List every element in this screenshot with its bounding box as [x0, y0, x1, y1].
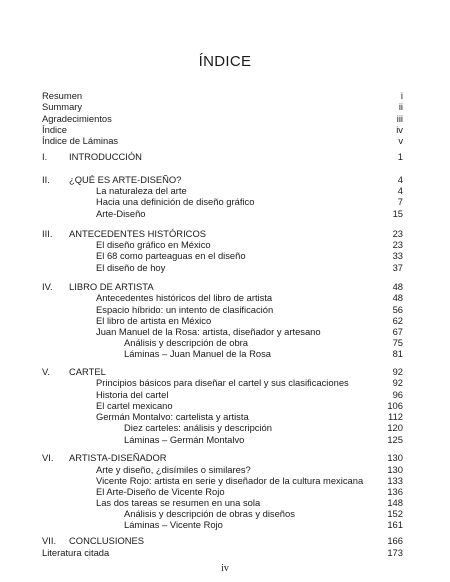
toc-entry-label: Historia del cartel	[96, 389, 169, 400]
toc-page-number: 148	[387, 497, 403, 508]
toc-page-number: 120	[387, 422, 403, 433]
toc-page-number: 112	[388, 411, 403, 422]
toc-entry-label: Índice de Láminas	[42, 135, 119, 146]
toc-entry-label: Principios básicos para diseñar el cartel y sus clasificaciones	[96, 377, 349, 388]
toc-page-number: 62	[392, 315, 403, 326]
toc-entry	[0, 535, 403, 547]
toc-entry	[0, 377, 403, 389]
toc-page-number: 33	[392, 250, 403, 261]
toc-entry-label: La naturaleza del arte	[96, 185, 187, 196]
toc-page-number: 4	[397, 185, 403, 196]
toc-page-number: 23	[392, 239, 403, 250]
toc-section-number: VI.	[42, 452, 54, 463]
toc-entry-label: Láminas – Juan Manuel de la Rosa	[124, 348, 271, 359]
toc-entry-label: Summary	[42, 101, 83, 112]
toc-entry-label: Láminas – Germán Montalvo	[124, 434, 245, 445]
toc-section-number: IV.	[42, 281, 53, 292]
toc-page-number: 1	[397, 151, 403, 162]
toc-entry-label: Arte-Diseño	[96, 208, 146, 219]
toc-entry-label: El diseño gráfico en México	[96, 239, 211, 250]
toc-page-number: 130	[387, 452, 403, 463]
toc-entry-label: Literatura citada	[42, 547, 110, 558]
toc-entry	[0, 519, 403, 531]
toc-page-number: 67	[392, 326, 403, 337]
toc-page-number: iv	[396, 124, 403, 135]
toc-entry	[0, 422, 403, 434]
toc-page-number: 125	[387, 434, 403, 445]
toc-entry-label: El Arte-Diseño de Vicente Rojo	[96, 486, 225, 497]
toc-entry	[0, 196, 403, 208]
toc-entry-label: Arte y diseño, ¿disímiles o similares?	[96, 464, 251, 475]
toc-page-number: 56	[392, 304, 403, 315]
toc-page-number: 37	[392, 262, 403, 273]
toc-entry	[0, 250, 403, 262]
toc-entry-label: CONCLUSIONES	[69, 535, 145, 546]
toc-entry-label: LIBRO DE ARTISTA	[69, 281, 154, 292]
toc-page-number: 23	[392, 228, 403, 239]
toc-entry	[0, 262, 403, 274]
toc-entry-label: Espacio híbrido: un intento de clasificación	[96, 304, 274, 315]
toc-page-number: 92	[392, 377, 403, 388]
toc-section-number: III.	[42, 228, 53, 239]
toc-page-number: v	[398, 135, 403, 146]
toc-entry-label: Análisis y descripción de obras y diseños	[124, 508, 295, 519]
toc-entry	[0, 101, 403, 113]
toc-entry-label: CARTEL	[69, 366, 106, 377]
toc-entry-label: Resumen	[42, 90, 83, 101]
toc-entry-label: Juan Manuel de la Rosa: artista, diseñador y artesano	[96, 326, 321, 337]
toc-entry	[0, 434, 403, 446]
toc-entry	[0, 208, 403, 220]
toc-page-number: 48	[392, 292, 403, 303]
toc-page-number: 133	[387, 475, 403, 486]
toc-page-number: 106	[387, 400, 403, 411]
toc-entry-label: ANTECEDENTES HISTÓRICOS	[69, 228, 206, 239]
page-title: ÍNDICE	[198, 53, 252, 70]
toc-entry	[0, 151, 403, 163]
toc-entry-label: Vicente Rojo: artista en serie y diseñador de la cultura mexicana	[96, 475, 364, 486]
toc-entry-label: INTRODUCCIÓN	[69, 151, 142, 162]
toc-entry-label: Láminas – Vicente Rojo	[124, 519, 223, 530]
toc-page-number: ii	[398, 101, 403, 112]
toc-entry-label: Índice	[42, 124, 68, 135]
toc-page-number: 92	[392, 366, 403, 377]
toc-entry-label: El libro de artista en México	[96, 315, 212, 326]
toc-entry-label: Diez carteles: análisis y descripción	[124, 422, 272, 433]
toc-entry-label: Las dos tareas se resumen en una sola	[96, 497, 261, 508]
toc-entry-label: Agradecimientos	[42, 113, 112, 124]
toc-page-number: 81	[392, 348, 403, 359]
toc-section-number: II.	[42, 174, 50, 185]
toc-page-number: 152	[387, 508, 403, 519]
toc-entry	[0, 547, 403, 559]
toc-entry-label: El 68 como parteaguas en el diseño	[96, 250, 246, 261]
toc-page-number: 96	[392, 389, 403, 400]
toc-entry-label: El cartel mexicano	[96, 400, 173, 411]
toc-page-number: 4	[397, 174, 403, 185]
page-number-footer: iv	[221, 563, 229, 574]
toc-page-number: 130	[387, 464, 403, 475]
toc-entry-label: Hacia una definición de diseño gráfico	[96, 196, 255, 207]
toc-entry-label: El diseño de hoy	[96, 262, 166, 273]
toc-entry-label: ¿QUÉ ES ARTE-DISEÑO?	[69, 174, 182, 185]
toc-page-number: 7	[397, 196, 403, 207]
toc-entry	[0, 452, 403, 464]
toc-section-number: I.	[42, 151, 48, 162]
toc-section-number: VII.	[42, 535, 57, 546]
toc-entry-label: Germán Montalvo: cartelista y artista	[96, 411, 249, 422]
toc-entry-label: ARTISTA-DISEÑADOR	[69, 452, 167, 463]
toc-page-number: 166	[387, 535, 403, 546]
toc-page-number: 48	[392, 281, 403, 292]
toc-entry-label: Análisis y descripción de obra	[124, 337, 249, 348]
toc-page-number: 136	[387, 486, 403, 497]
toc-entry-label: Antecedentes históricos del libro de artista	[96, 292, 273, 303]
toc-section-number: V.	[42, 366, 50, 377]
toc-page-number: 173	[387, 547, 403, 558]
toc-page-number: 15	[392, 208, 403, 219]
toc-page-number: i	[400, 90, 403, 101]
toc-page-number: 161	[387, 519, 403, 530]
toc-entry	[0, 292, 403, 304]
toc-page-number: iii	[396, 113, 403, 124]
toc-entry	[0, 135, 403, 147]
toc-page-number: 75	[392, 337, 403, 348]
toc-entry	[0, 348, 403, 360]
